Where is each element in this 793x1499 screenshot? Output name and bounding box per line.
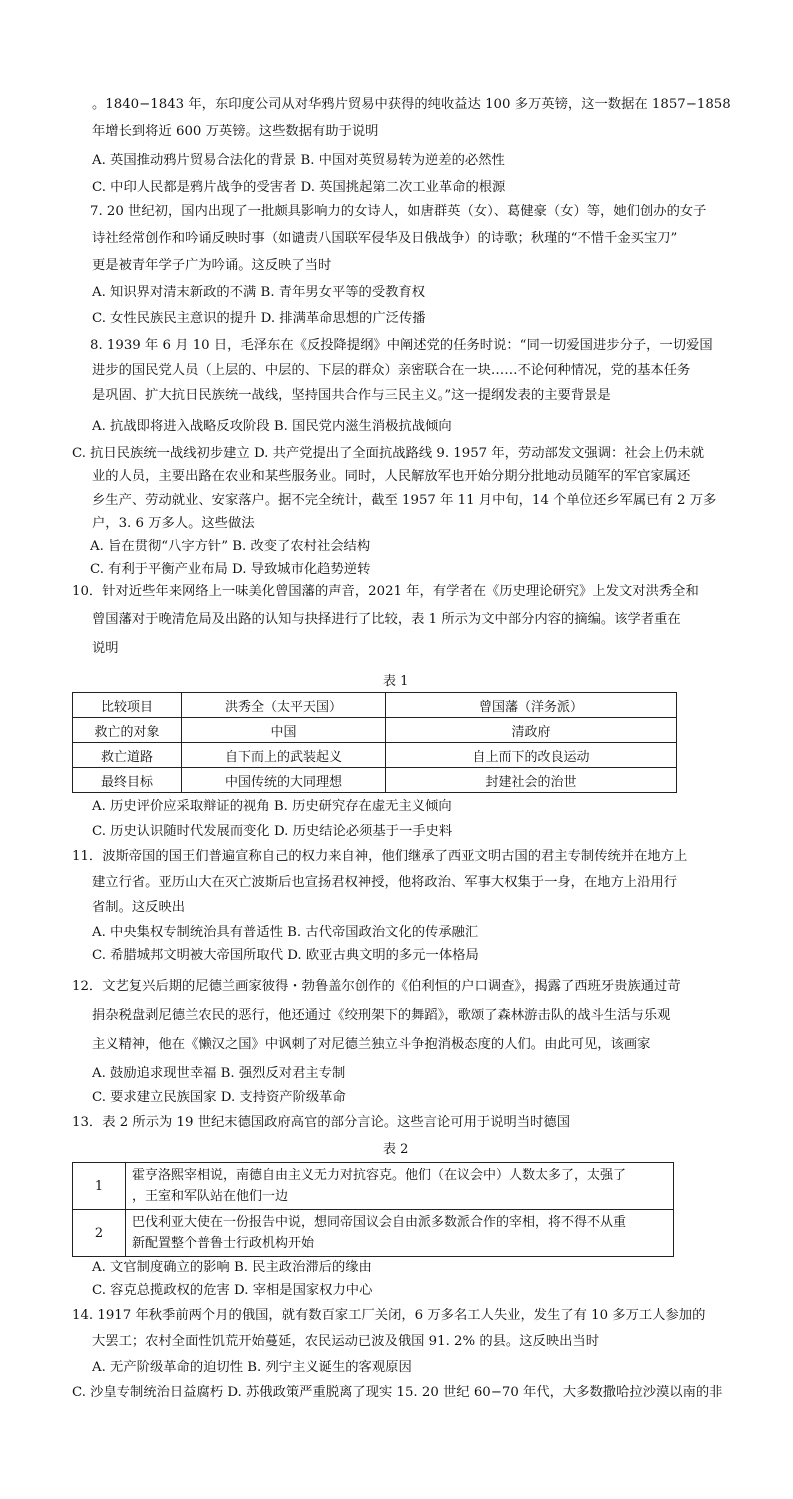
table-row: [73, 718, 677, 743]
q10-line-2: 曾国藩对于晚清危局及出路的认知与抉择进行了比较，表 1 所示为文中部分内容的摘编。该学者重在: [92, 612, 681, 627]
table-row: [73, 693, 677, 718]
q13-option-cd: C. 容克总揽政权的危害 D. 宰相是国家权力中心: [92, 1283, 373, 1298]
table-row-number: 1: [73, 1163, 126, 1210]
table-cell: 封建社会的治世: [386, 768, 677, 793]
q10-line-3: 说明: [92, 641, 119, 656]
q10-option-ab: A. 历史评价应采取辩证的视角 B. 历史研究存在虚无主义倾向: [92, 799, 452, 814]
q7-option-cd: C. 女性民族民主意识的提升 D. 排满革命思想的广泛传播: [92, 311, 426, 326]
q11-line-2: 建立行省。亚历山大在灭亡波斯后也宣扬君权神授，他将政治、军事大权集于一身，在地方上沿用行: [92, 875, 678, 890]
table-cell: 自下而上的武装起义: [182, 743, 386, 768]
table-row: [73, 768, 677, 793]
q14-line-2: 大罢工；农村全面性饥荒开始蔓延，农民运动已波及俄国 91. 2% 的县。这反映出当时: [92, 1334, 600, 1349]
q8-line-2: 进步的国民党人员（上层的、中层的、下层的群众）亲密联合在一块……不论何种情况，党的基本任务: [92, 363, 691, 378]
q11-option-ab: A. 中央集权专制统治具有普适性 B. 古代帝国政治文化的传承融汇: [92, 925, 479, 940]
q13-line-1: 13．表 2 所示为 19 世纪末德国政府高官的部分言论。这些言论可用于说明当时德国: [72, 1115, 571, 1130]
q14-option-ab: A. 无产阶级革命的迫切性 B. 列宁主义诞生的客观原因: [92, 1360, 412, 1375]
table-2: [72, 1162, 674, 1257]
table-cell: 比较项目: [73, 693, 182, 718]
q7-option-ab: A. 知识界对清末新政的不满 B. 青年男女平等的受教育权: [92, 285, 426, 300]
q9-line-3: 户，3. 6 万多人。这些做法: [92, 516, 255, 531]
q8-option-ab: A. 抗战即将进入战略反攻阶段 B. 国民党内滋生消极抗战倾向: [92, 419, 452, 434]
q6-line-2: 年增长到将近 600 万英镑。这些数据有助于说明: [92, 124, 379, 139]
table-cell: 中国: [182, 718, 386, 743]
q12-line-2: 捐杂税盘剥尼德兰农民的恶行，他还通过《绞刑架下的舞蹈》，歌颂了森林游击队的战斗生活与乐观: [92, 1008, 671, 1023]
q6-option-ab: A. 英国推动鸦片贸易合法化的背景 B. 中国对英贸易转为逆差的必然性: [92, 153, 505, 168]
q12-option-cd: C. 要求建立民族国家 D. 支持资产阶级革命: [92, 1090, 346, 1105]
q11-line-1: 11．波斯帝国的国王们普遍宣称自己的权力来自神，他们继承了西亚文明古国的君主专制传统并在地方上: [72, 849, 688, 864]
table-cell: 救亡道路: [73, 743, 182, 768]
q8-line-1: 8. 1939 年 6 月 10 日，毛泽东在《反投降提纲》中阐述党的任务时说：“同一切爱国进步分子，一切爱国: [90, 338, 713, 353]
table-row: [73, 743, 677, 768]
table-1-title: 表 1: [383, 674, 409, 689]
q10-option-cd: C. 历史认识随时代发展而变化 D. 历史结论必须基于一手史料: [92, 824, 453, 839]
q10-line-1: 10．针对近些年来网络上一味美化曾国藩的声音，2021 年，有学者在《历史理论研究》上发文对洪秀全和: [72, 584, 699, 599]
q7-line-2: 诗社经常创作和吟诵反映时事（如谴责八国联军侵华及日俄战争）的诗歌；秋瑾的“不惜千金买宝刀”: [92, 231, 678, 246]
table-cell-line: 巴伐利亚大使在一份报告中说，想同帝国议会自由派多数派合作的宰相，将不得不从重: [132, 1215, 627, 1230]
table-row: [73, 1210, 674, 1257]
q14-line-1: 14. 1917 年秋季前两个月的俄国，就有数百家工厂关闭，6 万多名工人失业，发生了有 10 多万工人参加的: [72, 1308, 706, 1323]
q14-option-cd-q15-start: C. 沙皇专制统治日益腐朽 D. 苏俄政策严重脱离了现实 15. 20 世纪 60−70 年代，大多数撒哈拉沙漠以南的非: [72, 1385, 723, 1400]
q13-option-ab: A. 文官制度确立的影响 B. 民主政治滞后的缘由: [92, 1260, 372, 1275]
table-row: [73, 1163, 674, 1210]
table-cell: 最终目标: [73, 768, 182, 793]
table-2-title: 表 2: [383, 1142, 409, 1157]
table-cell: 救亡的对象: [73, 718, 182, 743]
table-cell-line: ，王室和军队站在他们一边: [132, 1189, 289, 1204]
table-cell: [126, 1210, 674, 1257]
q7-line-1: 7. 20 世纪初，国内出现了一批颇具影响力的女诗人，如唐群英（女）、葛健豪（女）等，她们创办的女子: [90, 204, 707, 219]
table-cell: [126, 1163, 674, 1210]
q6-line-1: 。1840−1843 年，东印度公司从对华鸦片贸易中获得的纯收益达 100 多万英镑，这一数据在 1857−1858: [92, 97, 731, 112]
q8-option-cd-q9-start: C. 抗日民族统一战线初步建立 D. 共产党提出了全面抗战路线 9. 1957 年，劳动部发文强调：社会上仍未就: [72, 446, 705, 461]
table-1: [72, 692, 677, 793]
table-cell: 中国传统的大同理想: [182, 768, 386, 793]
q12-line-3: 主义精神，他在《懒汉之国》中讽刺了对尼德兰独立斗争抱消极态度的人们。由此可见，该画家: [92, 1037, 651, 1052]
q7-line-3: 更是被青年学子广为吟诵。这反映了当时: [92, 258, 332, 273]
q11-option-cd: C. 希腊城邦文明被大帝国所取代 D. 欧亚古典文明的多元一体格局: [92, 948, 479, 963]
q6-option-cd: C. 中印人民都是鸦片战争的受害者 D. 英国挑起第二次工业革命的根源: [92, 180, 506, 195]
q8-line-3: 是巩固、扩大抗日民族统一战线，坚持国共合作与三民主义。”这一提纲发表的主要背景是: [92, 388, 611, 403]
table-cell: 洪秀全（太平天国）: [182, 693, 386, 718]
table-cell: 曾国藩（洋务派）: [386, 693, 677, 718]
table-cell: 清政府: [386, 718, 677, 743]
table-row-number: 2: [73, 1210, 126, 1257]
q9-option-ab: A. 旨在贯彻“八字方针” B. 改变了农村社会结构: [90, 539, 371, 554]
table-cell-line: 霍亨洛熙宰相说，南德自由主义无力对抗容克。他们（在议会中）人数太多了，太强了: [132, 1168, 627, 1183]
q9-line-2: 乡生产、劳动就业、安家落户。据不完全统计，截至 1957 年 11 月中旬，14 个单位还乡军属已有 2 万多: [92, 493, 717, 508]
q12-line-1: 12．文艺复兴后期的尼德兰画家彼得・勃鲁盖尔创作的《伯利恒的户口调查》，揭露了西班牙贵族通过苛: [72, 979, 681, 994]
q12-option-ab: A. 鼓励追求现世幸福 B. 强烈反对君主专制: [92, 1066, 346, 1081]
table-cell-line: 新配置整个普鲁士行政机构开始: [132, 1236, 315, 1251]
q9-option-cd: C. 有利于平衡产业布局 D. 导致城市化趋势逆转: [90, 562, 371, 577]
q9-line-1: 业的人员，主要出路在农业和某些服务业。同时，人民解放军也开始分期分批地动员随军的军官家属还: [92, 469, 691, 484]
q11-line-3: 省制。这反映出: [92, 900, 186, 915]
table-cell: 自上而下的改良运动: [386, 743, 677, 768]
